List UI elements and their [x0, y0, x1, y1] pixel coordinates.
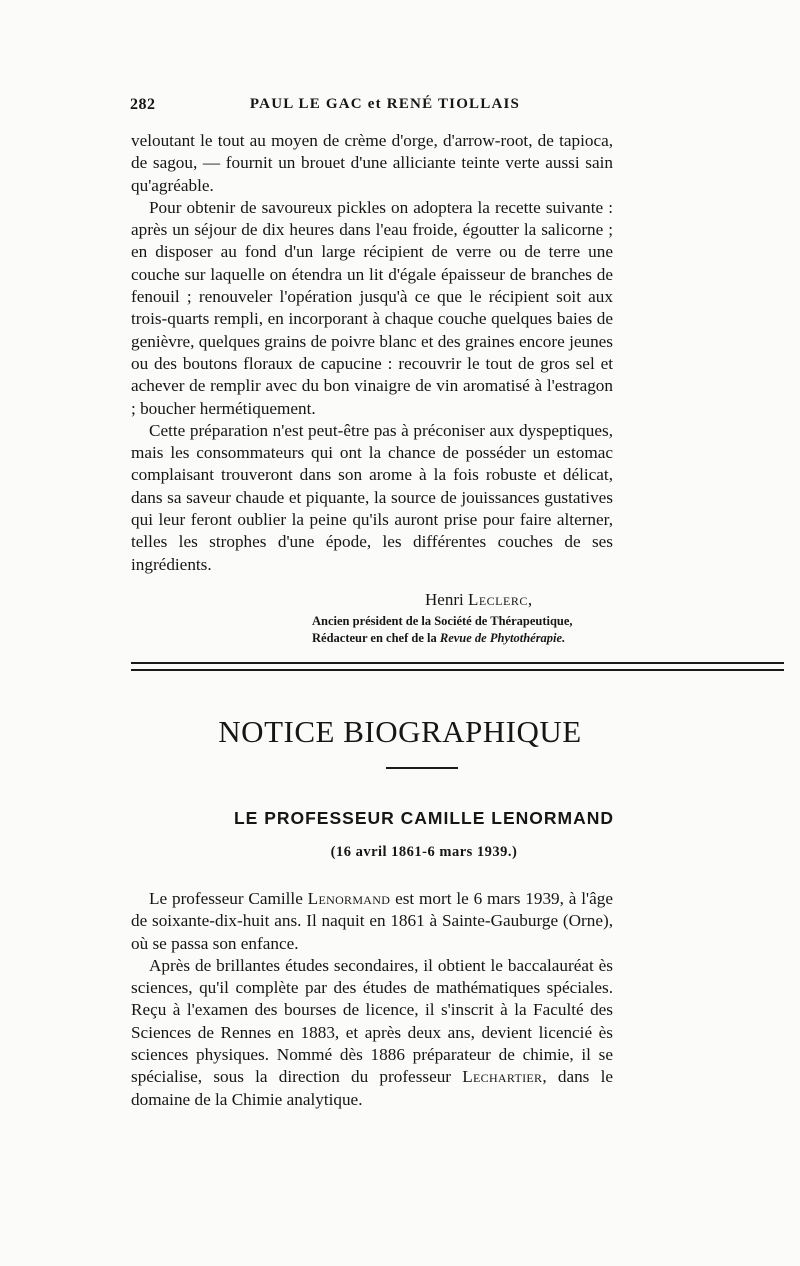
heading-rule: [386, 767, 458, 769]
person-name: Lechartier: [462, 1067, 543, 1087]
paragraph: [131, 955, 613, 1111]
author-first-name: Henri: [425, 590, 464, 609]
recipe-text: [131, 130, 613, 576]
running-title: PAUL LE GAC et RENÉ TIOLLAIS: [249, 96, 521, 112]
text-run: est mort le 6 mars 1939, à l'âge de soixante-dix-huit ans. Il naquit en 1861 à Sainte-Gauburge (Orne), où se passa son enfance.: [131, 889, 613, 953]
author-signature: [425, 590, 533, 610]
author-affiliation: Ancien président de la Société de Thérapeutique,: [312, 614, 573, 628]
text-run: Après de brillantes études secondaires, il obtient le baccalauréat ès sciences, qu'il complète par des études de mathématiques spéciales. Reçu à l'examen des bourses de licence, il s'inscrit à la Faculté des Sciences de Rennes en 1883, et après deux ans, devient licencié ès sciences physiques. Nommé dès 1886 préparateur de chimie, il se spécialise, sous la direction du professeur: [131, 955, 613, 1087]
running-head: [130, 96, 614, 120]
section-divider: [131, 662, 784, 664]
person-name: Lenormand: [307, 889, 391, 908]
biography-text: [131, 888, 613, 1111]
life-dates: (16 avril 1861-6 mars 1939.): [330, 844, 518, 860]
journal-title: Revue de Phytothérapie.: [439, 631, 566, 645]
paragraph: Pour obtenir de savoureux pickles on adoptera la recette suivante : après un séjour de dix heures dans l'eau froide, égoutter la salicorne ; en disposer au fond d'un large récipient de verre ou de terre une couche sur laquelle on étendra un lit d'égale épaisseur de branches de fenouil ; renouveler l'opération jusqu'à ce que le récipient soit aux trois-quarts rempli, en incorporant à chaque couche quelques baies de genièvre, quelques grains de poivre blanc et des graines encore jeunes ou des boutons floraux de capucine : recouvrir le tout de gros sel et achever de remplir avec du bon vinaigre de vin aromatisé à l'estragon ; boucher hermétiquement.: [131, 197, 613, 418]
affiliation-prefix: Rédacteur en chef de la: [312, 631, 437, 645]
article-subtitle: LE PROFESSEUR CAMILLE LENORMAND: [233, 808, 615, 828]
paragraph: [131, 888, 613, 955]
text-run: Le professeur Camille: [149, 889, 308, 908]
text-run: , dans le domaine de la Chimie analytique.: [131, 1067, 613, 1109]
section-title: NOTICE BIOGRAPHIQUE: [218, 714, 582, 749]
section-divider: [131, 669, 784, 671]
page-number: 282: [130, 96, 156, 113]
paragraph: veloutant le tout au moyen de crème d'orge, d'arrow-root, de tapioca, de sagou, — fournit un brouet d'une alliciante teinte verte aussi sain qu'agréable.: [131, 131, 613, 195]
author-last-name: Leclerc,: [467, 590, 533, 609]
paragraph: Cette préparation n'est peut-être pas à préconiser aux dyspeptiques, mais les consommateurs qui ont la chance de posséder un estomac complaisant trouveront dans son arome à la fois robuste et délicat, dans sa saveur chaude et piquante, la source de jouissances gustatives qui leur feront oublier la peine qu'ils auront prise pour faire alterner, telles les strophes d'une épode, les différentes couches de ses ingrédients.: [131, 420, 613, 574]
author-affiliation: [312, 631, 674, 646]
